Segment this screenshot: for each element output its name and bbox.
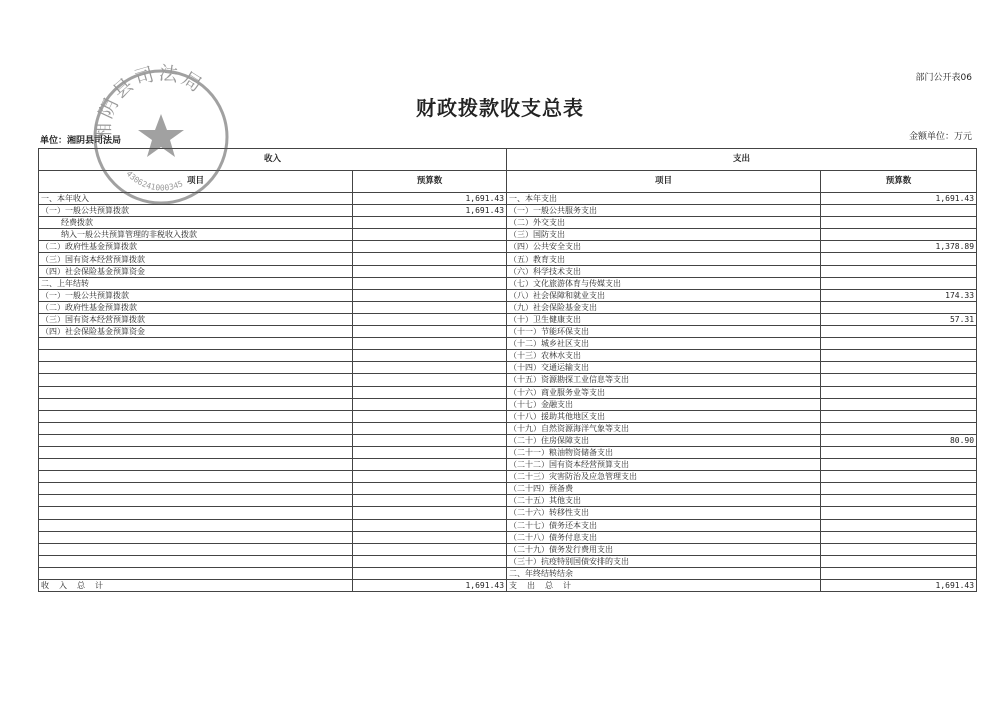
income-value — [353, 483, 507, 495]
table-row — [39, 459, 977, 471]
expense-item: （二十一）粮油物资储备支出 — [507, 446, 821, 458]
income-item — [39, 338, 353, 350]
income-item: （二）政府性基金预算拨款 — [39, 301, 353, 313]
expense-item-header: 项目 — [507, 171, 821, 193]
table-row — [39, 265, 977, 277]
income-value — [353, 313, 507, 325]
income-item — [39, 362, 353, 374]
income-value — [353, 277, 507, 289]
table-row — [39, 313, 977, 325]
income-item — [39, 374, 353, 386]
income-value — [353, 459, 507, 471]
amount-unit: 金额单位：万元 — [908, 132, 972, 142]
expense-item: （二）外交支出 — [507, 217, 821, 229]
income-value — [353, 229, 507, 241]
expense-value — [821, 446, 977, 458]
income-value — [353, 301, 507, 313]
expense-value — [821, 543, 977, 555]
table-row — [39, 495, 977, 507]
income-value — [353, 555, 507, 567]
income-value — [353, 289, 507, 301]
table-row — [39, 301, 977, 313]
expense-value — [821, 495, 977, 507]
income-value — [353, 422, 507, 434]
expense-value — [821, 265, 977, 277]
income-value — [353, 495, 507, 507]
expense-value — [821, 507, 977, 519]
income-item — [39, 471, 353, 483]
table-row — [39, 289, 977, 301]
expense-value — [821, 229, 977, 241]
income-value — [353, 350, 507, 362]
income-value — [353, 398, 507, 410]
income-value: 1,691.43 — [353, 205, 507, 217]
expense-item: （九）社会保险基金支出 — [507, 301, 821, 313]
income-item — [39, 519, 353, 531]
expense-item: （十四）交通运输支出 — [507, 362, 821, 374]
income-item: （三）国有资本经营预算拨款 — [39, 313, 353, 325]
expense-item: （五）教育支出 — [507, 253, 821, 265]
income-item: 经费拨款 — [39, 217, 353, 229]
expense-value — [821, 362, 977, 374]
expense-item: （二十八）债务付息支出 — [507, 531, 821, 543]
expense-item: （三十）抗疫特别国债安排的支出 — [507, 555, 821, 567]
income-value — [353, 410, 507, 422]
table-row — [39, 374, 977, 386]
table-row — [39, 338, 977, 350]
income-value — [353, 362, 507, 374]
income-item — [39, 459, 353, 471]
expense-item: （十六）商业服务业等支出 — [507, 386, 821, 398]
expense-value — [821, 350, 977, 362]
table-row — [39, 229, 977, 241]
expense-value — [821, 253, 977, 265]
table-row — [39, 567, 977, 579]
expense-item: （二十七）债务还本支出 — [507, 519, 821, 531]
income-item — [39, 398, 353, 410]
expense-value — [821, 326, 977, 338]
income-value — [353, 434, 507, 446]
expense-value — [821, 301, 977, 313]
table-row — [39, 555, 977, 567]
expense-header: 支出 — [507, 149, 977, 171]
expense-item: （十八）援助其他地区支出 — [507, 410, 821, 422]
income-item — [39, 483, 353, 495]
income-value — [353, 241, 507, 253]
expense-value — [821, 398, 977, 410]
expense-item: （七）文化旅游体育与传媒支出 — [507, 277, 821, 289]
seal-text: 湘阴县司法局 — [92, 62, 209, 143]
income-item — [39, 495, 353, 507]
official-seal — [86, 62, 236, 212]
income-value: 1,691.43 — [353, 193, 507, 205]
expense-value: 1,378.89 — [821, 241, 977, 253]
income-item: （二）政府性基金预算拨款 — [39, 241, 353, 253]
expense-item: （十九）自然资源海洋气象等支出 — [507, 422, 821, 434]
expense-item: （一）一般公共服务支出 — [507, 205, 821, 217]
income-item — [39, 422, 353, 434]
seal-star-icon — [138, 114, 184, 157]
expense-item: （十）卫生健康支出 — [507, 313, 821, 325]
expense-item: （十二）城乡社区支出 — [507, 338, 821, 350]
income-budget-header: 预算数 — [353, 171, 507, 193]
income-value — [353, 567, 507, 579]
expense-item: 一、本年支出 — [507, 193, 821, 205]
table-row — [39, 362, 977, 374]
expense-item: （十一）节能环保支出 — [507, 326, 821, 338]
income-item: （四）社会保险基金预算资金 — [39, 326, 353, 338]
expense-item: （二十）住房保障支出 — [507, 434, 821, 446]
table-row — [39, 241, 977, 253]
expense-item: 二、年终结转结余 — [507, 567, 821, 579]
expense-value — [821, 338, 977, 350]
income-item: 二、上年结转 — [39, 277, 353, 289]
table-row — [39, 217, 977, 229]
expense-value — [821, 531, 977, 543]
income-item — [39, 531, 353, 543]
unit-label: 单位：湘阴县司法局 — [40, 136, 122, 146]
income-value — [353, 507, 507, 519]
income-item — [39, 386, 353, 398]
income-value — [353, 531, 507, 543]
expense-value — [821, 555, 977, 567]
table-row — [39, 350, 977, 362]
table-row — [39, 398, 977, 410]
expense-budget-header: 预算数 — [821, 171, 977, 193]
income-value — [353, 253, 507, 265]
expense-item: （三）国防支出 — [507, 229, 821, 241]
table-row — [39, 519, 977, 531]
fiscal-table — [38, 148, 977, 592]
expense-value — [821, 519, 977, 531]
total-row — [39, 580, 977, 592]
expense-item: （十五）资源勘探工业信息等支出 — [507, 374, 821, 386]
expense-value — [821, 459, 977, 471]
income-item — [39, 567, 353, 579]
income-value — [353, 519, 507, 531]
expense-item: （二十三）灾害防治及应急管理支出 — [507, 471, 821, 483]
income-item — [39, 434, 353, 446]
table-row — [39, 507, 977, 519]
table-row — [39, 410, 977, 422]
income-value — [353, 265, 507, 277]
table-row — [39, 531, 977, 543]
svg-text:4306241000345 — [124, 169, 184, 192]
expense-value — [821, 217, 977, 229]
income-item — [39, 555, 353, 567]
income-item — [39, 410, 353, 422]
table-row — [39, 446, 977, 458]
expense-value — [821, 374, 977, 386]
income-value — [353, 386, 507, 398]
table-row — [39, 422, 977, 434]
expense-value: 1,691.43 — [821, 193, 977, 205]
income-total-label: 收入总计 — [39, 580, 353, 592]
expense-item: （八）社会保障和就业支出 — [507, 289, 821, 301]
seal-code: 4306241000345 — [124, 169, 185, 193]
table-row — [39, 543, 977, 555]
expense-value — [821, 422, 977, 434]
income-value — [353, 446, 507, 458]
expense-item: （四）公共安全支出 — [507, 241, 821, 253]
table-row — [39, 434, 977, 446]
income-item: 一、本年收入 — [39, 193, 353, 205]
page-title: 财政拨款收支总表 — [416, 96, 584, 120]
expense-item: （二十六）转移性支出 — [507, 507, 821, 519]
table-row — [39, 471, 977, 483]
expense-value — [821, 277, 977, 289]
income-item: （四）社会保险基金预算资金 — [39, 265, 353, 277]
income-item — [39, 543, 353, 555]
expense-value — [821, 386, 977, 398]
income-value — [353, 217, 507, 229]
income-value — [353, 338, 507, 350]
expense-item: （十三）农林水支出 — [507, 350, 821, 362]
table-row — [39, 386, 977, 398]
expense-value — [821, 205, 977, 217]
table-row — [39, 483, 977, 495]
table-row — [39, 253, 977, 265]
expense-value — [821, 410, 977, 422]
income-header: 收入 — [39, 149, 507, 171]
expense-item: （十七）金融支出 — [507, 398, 821, 410]
income-value — [353, 543, 507, 555]
expense-total-label: 支出总计 — [507, 580, 821, 592]
form-code: 部门公开表06 — [915, 73, 972, 83]
income-value — [353, 326, 507, 338]
expense-item: （二十四）预备费 — [507, 483, 821, 495]
table-row — [39, 326, 977, 338]
expense-item: （二十五）其他支出 — [507, 495, 821, 507]
expense-value: 57.31 — [821, 313, 977, 325]
expense-value — [821, 483, 977, 495]
expense-value — [821, 567, 977, 579]
income-item: （一）一般公共预算拨款 — [39, 205, 353, 217]
income-item — [39, 350, 353, 362]
table-row — [39, 277, 977, 289]
expense-item: （六）科学技术支出 — [507, 265, 821, 277]
expense-value — [821, 471, 977, 483]
income-value — [353, 471, 507, 483]
income-item: （三）国有资本经营预算拨款 — [39, 253, 353, 265]
expense-value: 174.33 — [821, 289, 977, 301]
expense-item: （二十九）债务发行费用支出 — [507, 543, 821, 555]
income-item — [39, 446, 353, 458]
expense-value: 80.90 — [821, 434, 977, 446]
income-item-header: 项目 — [39, 171, 353, 193]
income-item: （一）一般公共预算拨款 — [39, 289, 353, 301]
expense-item: （二十二）国有资本经营预算支出 — [507, 459, 821, 471]
expense-total-value: 1,691.43 — [821, 580, 977, 592]
income-total-value: 1,691.43 — [353, 580, 507, 592]
income-value — [353, 374, 507, 386]
income-item — [39, 507, 353, 519]
income-item: 纳入一般公共预算管理的非税收入拨款 — [39, 229, 353, 241]
